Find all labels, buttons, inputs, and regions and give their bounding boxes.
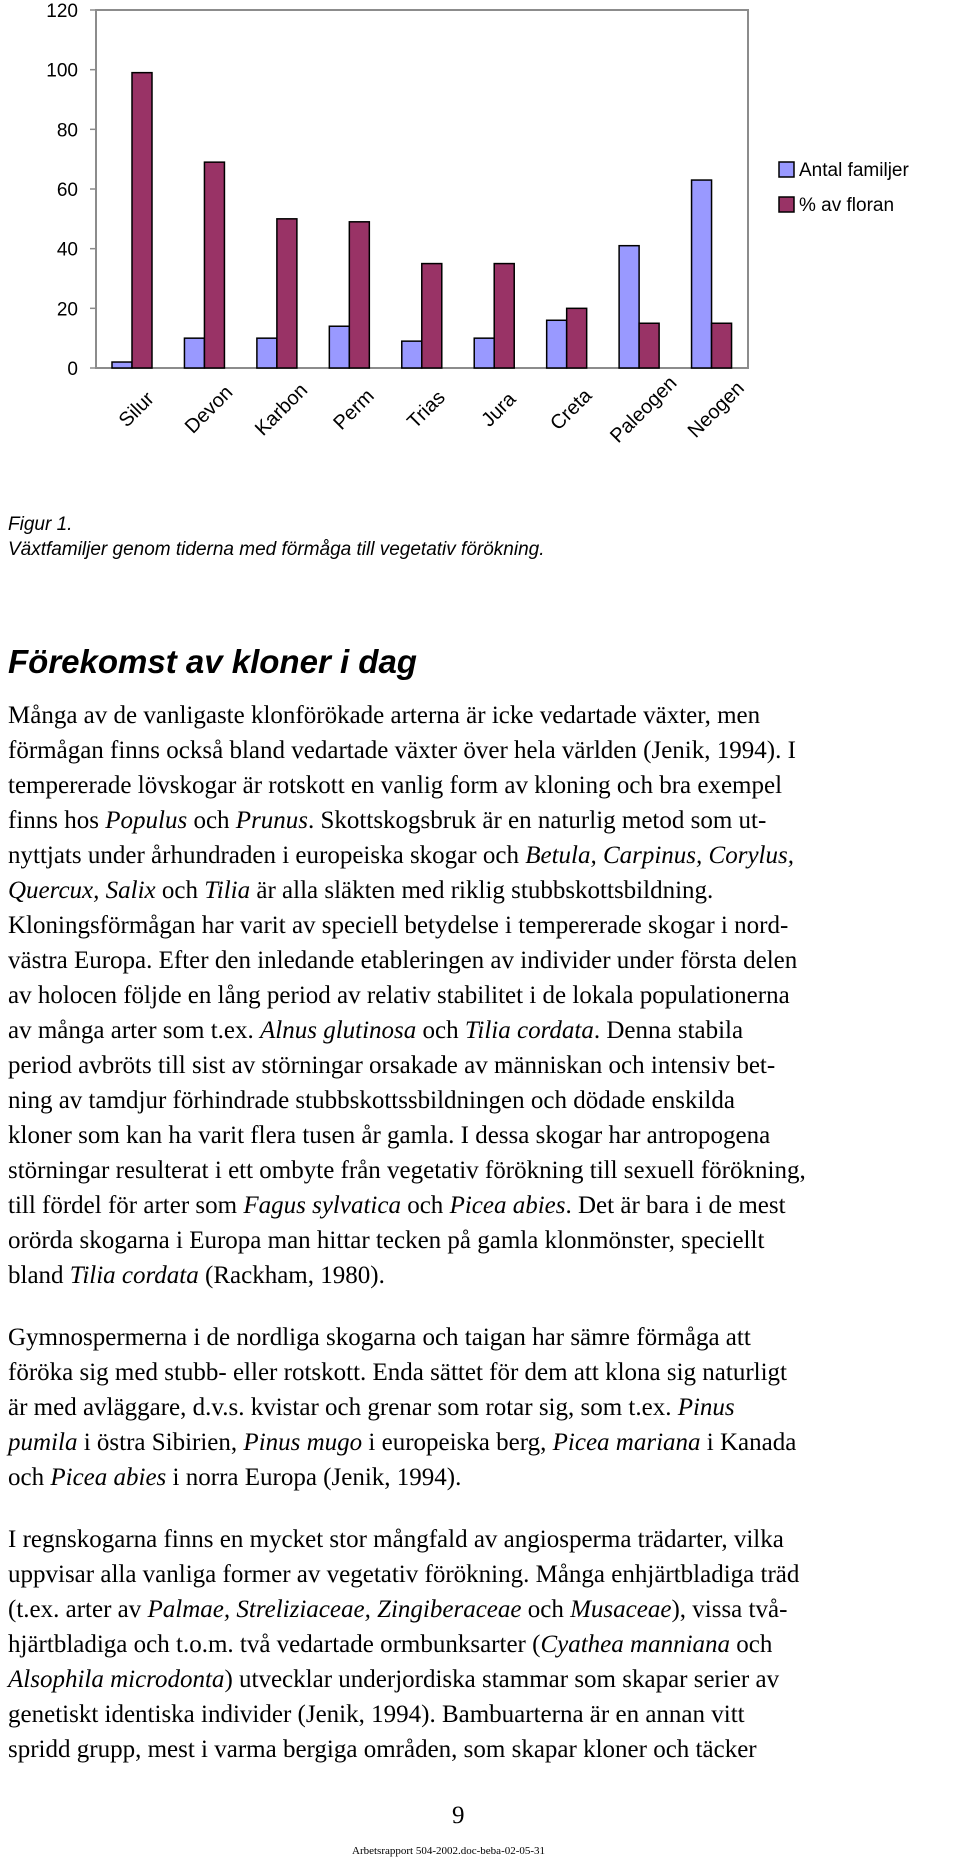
text-run: I regnskogarna finns en mycket stor mångfald av angiosperma trädarter, vilka [8,1526,784,1553]
species-name: Tilia cordata [464,1017,594,1044]
text-run: förmågan finns också bland vedartade växter över hela världen (Jenik, 1994). I [8,737,796,764]
legend-swatch-antal-familjer [779,162,794,177]
text-run: Gymnospermerna i de nordliga skogarna och taigan har sämre förmåga att [8,1324,751,1351]
text-run: till fördel för arter som [8,1192,244,1219]
text-run: ning av tamdjur förhindrade stubbskottssbildningen och dödade enskilda [8,1087,735,1114]
figure-caption-text: Växtfamiljer genom tiderna med förmåga till vegetativ förökning. [8,539,545,560]
species-name: pumila [8,1429,78,1456]
x-tick-label: Silur [114,387,159,432]
text-run: finns hos [8,807,106,834]
legend-label: % av floran [799,195,895,216]
section-title: Förekomst av kloner i dag [8,643,417,680]
text-run: bland [8,1262,70,1289]
text-run: och [400,1192,450,1219]
paragraph [8,1522,958,1767]
text-run: uppvisar alla vanliga former av vegetativ förökning. Många enhjärtbladiga träd [8,1561,800,1588]
text-line [8,1557,958,1592]
text-run: genetiskt identiska individer (Jenik, 1994). Bambuarterna är en annan vitt [8,1701,745,1728]
text-line [8,1048,958,1083]
text-run: hjärtbladiga och t.o.m. två vedartade ormbunksarter ( [8,1631,541,1658]
text-run: och [730,1631,773,1658]
text-run: störningar resulterat i ett ombyte från vegetativ förökning till sexuell förökning, [8,1157,806,1184]
y-tick-label: 120 [46,1,78,22]
bar-antal-familjer [474,338,494,368]
text-line [8,1390,958,1425]
bar-antal-familjer [692,180,712,368]
paragraph [8,698,958,1293]
text-line [8,1083,958,1118]
legend-label: Antal familjer [799,160,909,181]
x-tick-label: Neogen [683,377,749,443]
text-line [8,1258,958,1293]
species-name: Betula, Carpinus, Corylus, [525,842,794,869]
bar-procent-av-floran [567,308,587,368]
text-line [8,1662,958,1697]
text-run: av holocen följde en lång period av relativ stabilitet i de lokala populationerna [8,982,790,1009]
text-run: spridd grupp, mest i varma bergiga områden, som skapar kloner och täcker [8,1736,757,1763]
text-run: orörda skogarna i Europa man hittar tecken på gamla klonmönster, speciellt [8,1227,765,1254]
text-line [8,908,958,943]
x-tick-label: Jura [477,388,521,432]
text-line [8,1223,958,1258]
species-name: Quercux, Salix [8,877,156,904]
text-run: ) utvecklar underjordiska stammar som skapar serier av [224,1666,780,1693]
species-name: Picea mariana [552,1429,701,1456]
text-line [8,1118,958,1153]
text-line [8,803,958,838]
text-line [8,698,958,733]
bar-antal-familjer [619,246,639,368]
species-name: Populus [105,807,188,834]
y-tick-label: 20 [56,299,78,321]
text-run: i europeiska berg, [362,1429,553,1456]
text-run: och [8,1464,51,1491]
body-text [8,698,958,1794]
text-run: västra Europa. Efter den inledande etableringen av individer under första delen [8,947,798,974]
y-tick-label: 80 [56,120,78,142]
y-tick-label: 40 [56,239,78,261]
text-run: och [187,807,236,834]
bar-antal-familjer [112,362,132,368]
text-run: . Det är bara i de mest [565,1192,786,1219]
species-name: Prunus [235,807,309,834]
text-line [8,1697,958,1732]
text-run: och [521,1596,571,1623]
x-tick-label: Perm [329,385,379,435]
species-name: Tilia [204,877,251,904]
figure-caption-label: Figur 1. [8,514,73,535]
y-tick-label: 100 [46,60,78,82]
text-line [8,733,958,768]
species-name: Picea abies [449,1192,566,1219]
bar-chart [0,0,960,500]
bar-antal-familjer [184,338,204,368]
x-tick-label: Trias [403,386,450,433]
text-line [8,768,958,803]
text-run: (t.ex. arter av [8,1596,148,1623]
text-run: Många av de vanligaste klonförökade arterna är icke vedartade växter, men [8,702,761,729]
text-line [8,1732,958,1767]
bar-procent-av-floran [277,219,297,368]
bar-procent-av-floran [639,323,659,368]
species-name: Alsophila microdonta [8,1666,225,1693]
species-name: Musaceae [570,1596,672,1623]
text-line [8,1320,958,1355]
paragraph [8,1320,958,1495]
text-run: ), vissa två- [671,1596,788,1623]
species-name: Fagus sylvatica [243,1192,401,1219]
text-run: (Rackham, 1980). [198,1262,385,1289]
text-line [8,1013,958,1048]
y-tick-label: 0 [67,359,78,380]
chart-svg [0,0,960,500]
bar-procent-av-floran [204,162,224,368]
text-run: period avbröts till sist av störningar orsakade av människan och intensiv bet- [8,1052,776,1079]
text-line [8,943,958,978]
text-line [8,1592,958,1627]
text-line [8,873,958,908]
footer-reference: Arbetsrapport 504-2002.doc-beba-02-05-31 [352,1845,546,1857]
page-number: 9 [452,1802,465,1829]
x-tick-label: Karbon [250,379,313,441]
species-name: Alnus glutinosa [260,1017,417,1044]
bar-procent-av-floran [712,323,732,368]
text-run: . Denna stabila [593,1017,744,1044]
text-line [8,838,958,873]
text-run: Kloningsförmågan har varit av speciell betydelse i tempererade skogar i nord- [8,912,789,939]
species-name: Cyathea manniana [540,1631,731,1658]
text-run: i östra Sibirien, [77,1429,244,1456]
bar-procent-av-floran [422,264,442,368]
text-run: kloner som kan ha varit flera tusen år gamla. I dessa skogar har antropogena [8,1122,771,1149]
y-tick-label: 60 [56,180,78,201]
text-run: och [155,877,205,904]
text-run: av många arter som t.ex. [8,1017,260,1044]
text-run: är med avläggare, d.v.s. kvistar och grenar som rotar sig, som t.ex. [8,1394,678,1421]
x-tick-label: Creta [546,384,597,435]
bar-procent-av-floran [349,222,369,368]
species-name: Tilia cordata [69,1262,199,1289]
text-line [8,1153,958,1188]
text-run: . Skottskogsbruk är en naturlig metod som ut- [308,807,767,834]
text-line [8,1355,958,1390]
text-line [8,1522,958,1557]
text-run: i Kanada [700,1429,797,1456]
x-tick-label: Paleogen [606,372,682,448]
text-run: föröka sig med stubb- eller rotskott. Enda sättet för dem att klona sig naturligt [8,1359,787,1386]
text-line [8,1627,958,1662]
bar-procent-av-floran [132,73,152,368]
bar-procent-av-floran [494,264,514,368]
species-name: Palmae, Streliziaceae, Zingiberaceae [147,1596,522,1623]
text-line [8,1425,958,1460]
legend-swatch-procent-av-floran [779,197,794,212]
species-name: Picea abies [50,1464,167,1491]
species-name: Pinus [677,1394,735,1421]
text-line [8,978,958,1013]
species-name: Pinus mugo [243,1429,363,1456]
text-run: nyttjats under århundraden i europeiska skogar och [8,842,526,869]
text-run: är alla släkten med riklig stubbskottsbildning. [250,877,714,904]
text-line [8,1188,958,1223]
x-tick-label: Devon [180,381,238,438]
bar-antal-familjer [547,320,567,368]
bar-antal-familjer [257,338,277,368]
text-run: och [416,1017,465,1044]
text-run: tempererade lövskogar är rotskott en vanlig form av kloning och bra exempel [8,772,783,799]
bar-antal-familjer [329,326,349,368]
text-run: i norra Europa (Jenik, 1994). [166,1464,462,1491]
bar-antal-familjer [402,341,422,368]
text-line [8,1460,958,1495]
